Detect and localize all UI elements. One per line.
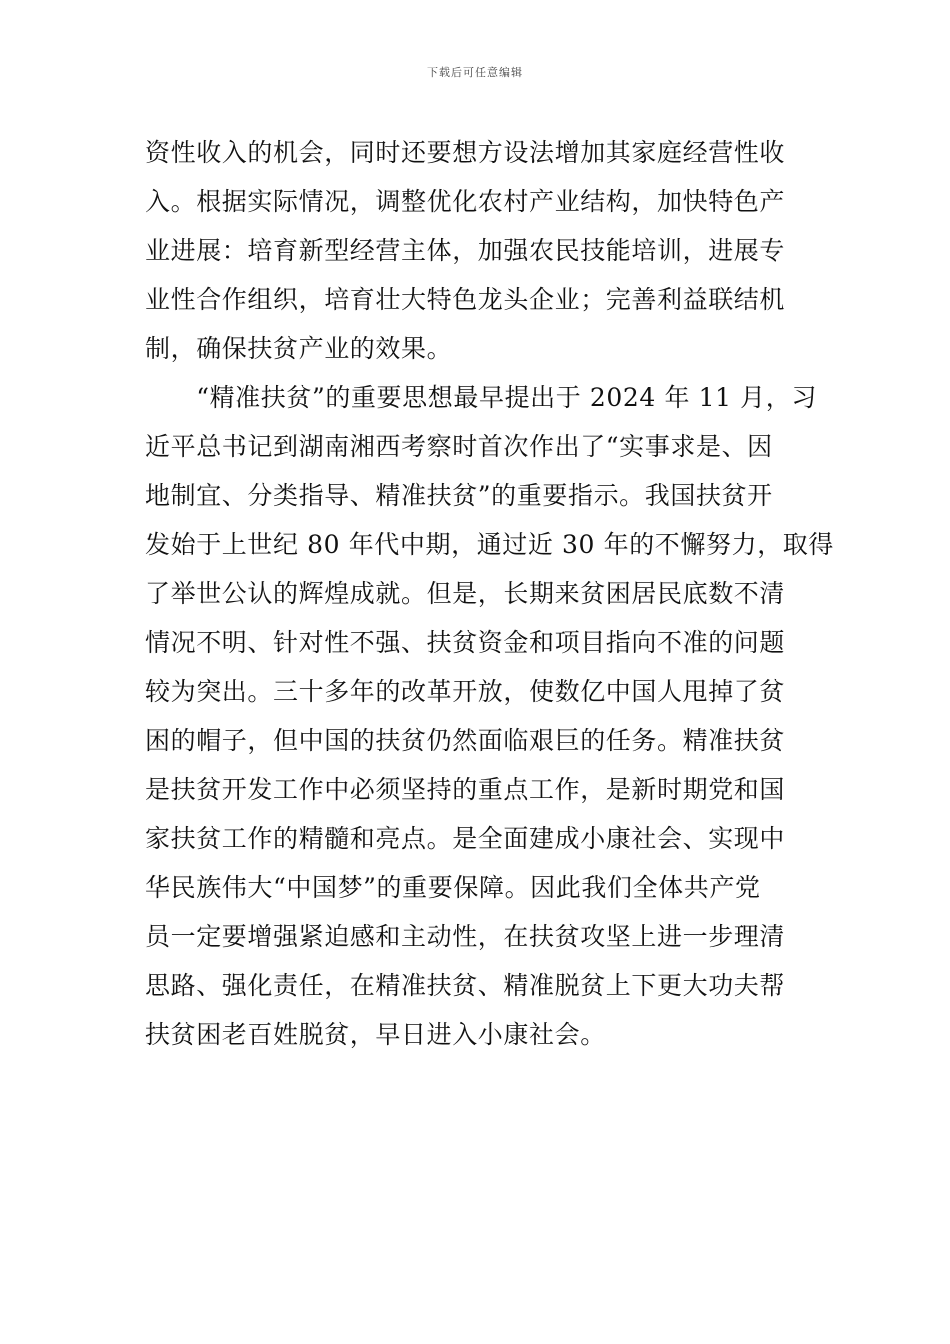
text-line: 近平总书记到湖南湘西考察时首次作出了“实事求是、因 (145, 432, 773, 461)
text-line: 入。根据实际情况，调整优化农村产业结构，加快特色产 (145, 187, 786, 216)
document-body (145, 128, 835, 1059)
text-line: 制，确保扶贫产业的效果。 (145, 334, 453, 363)
text-line: 华民族伟大“中国梦”的重要保障。因此我们全体共产党 (145, 873, 761, 902)
text-line: 了举世公认的辉煌成就。但是，长期来贫困居民底数不清 (145, 579, 786, 608)
paragraph-1 (145, 128, 807, 373)
page-header: 下载后可任意编辑 (427, 66, 523, 79)
text-line: 业进展：培育新型经营主体，加强农民技能培训，进展专 (145, 236, 786, 265)
text-line: 情况不明、针对性不强、扶贫资金和项目指向不准的问题 (145, 628, 786, 657)
text-line: 思路、强化责任，在精准扶贫、精准脱贫上下更大功夫帮 (145, 971, 786, 1000)
text-line: 家扶贫工作的精髓和亮点。是全面建成小康社会、实现中 (145, 824, 786, 853)
text-line: “精准扶贫”的重要思想最早提出于 2024 年 11 月，习 (145, 383, 817, 412)
text-line: 较为突出。三十多年的改革开放，使数亿中国人甩掉了贫 (145, 677, 786, 706)
text-line: 是扶贫开发工作中必须坚持的重点工作，是新时期党和国 (145, 775, 786, 804)
text-line: 地制宜、分类指导、精准扶贫”的重要指示。我国扶贫开 (145, 481, 773, 510)
text-line: 员一定要增强紧迫感和主动性，在扶贫攻坚上进一步理清 (145, 922, 786, 951)
text-line: 业性合作组织，培育壮大特色龙头企业；完善利益联结机 (145, 285, 786, 314)
paragraph-2 (145, 373, 835, 1059)
text-line: 扶贫困老百姓脱贫，早日进入小康社会。 (145, 1020, 606, 1049)
text-line: 发始于上世纪 80 年代中期，通过近 30 年的不懈努力，取得 (145, 530, 835, 559)
text-line: 困的帽子，但中国的扶贫仍然面临艰巨的任务。精准扶贫 (145, 726, 786, 755)
text-line: 资性收入的机会，同时还要想方设法增加其家庭经营性收 (145, 138, 786, 167)
